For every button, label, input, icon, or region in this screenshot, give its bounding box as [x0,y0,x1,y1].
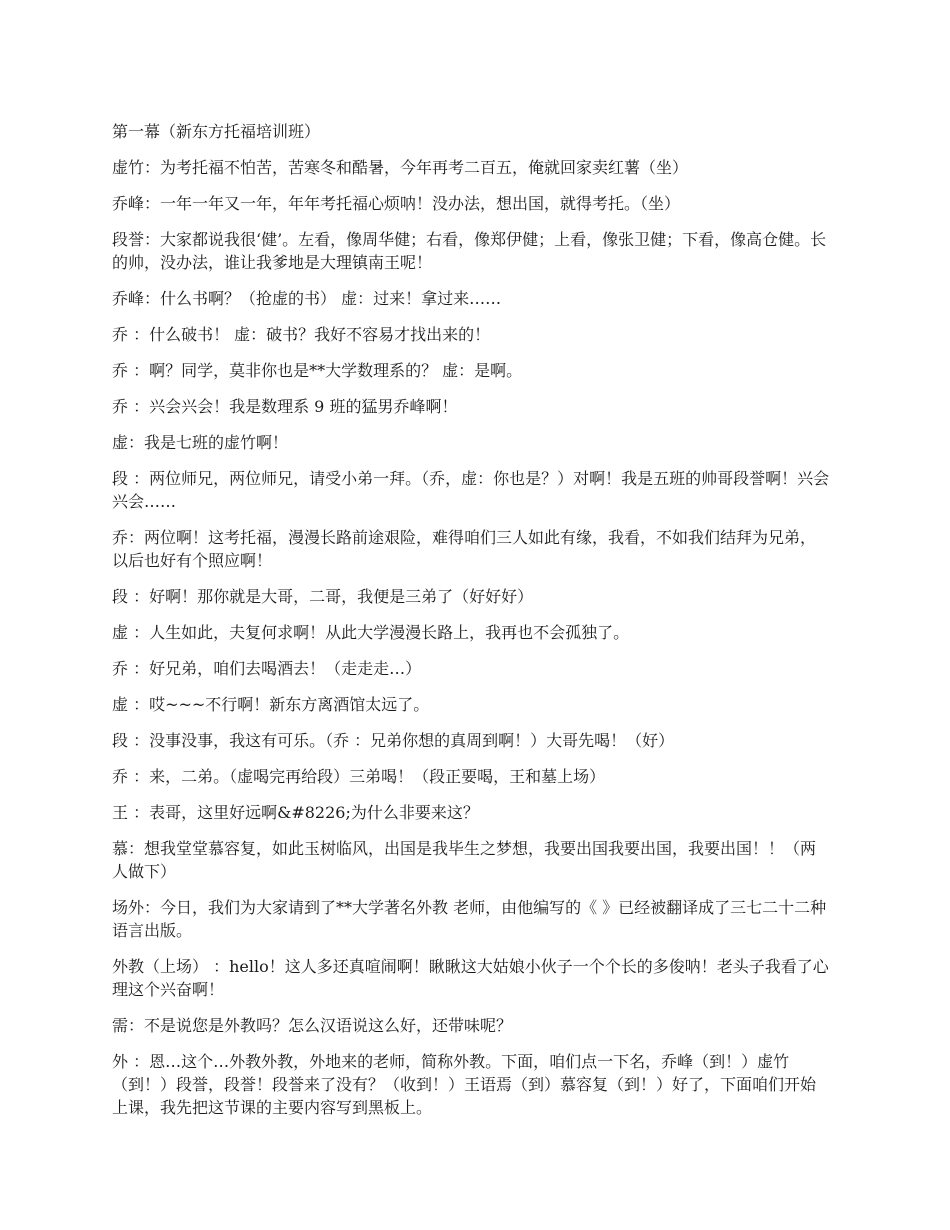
paragraph: 段 ：好啊！那你就是大哥，二哥，我便是三弟了（好好好） [112,587,534,606]
paragraph: 虚 ：哎~~~不行啊！新东方离酒馆太远了。 [112,695,430,714]
paragraph: 虚竹：为考托福不怕苦，苦寒冬和酷暑，今年再考二百五，俺就回家卖红薯（坐） [112,158,689,177]
paragraph: 王 ：表哥，这里好远啊&#8226;为什么非要来这？ [112,803,479,822]
paragraph: 乔 ：来，二弟。（虚喝完再给段）三弟喝！（段正要喝，王和墓上场） [112,767,606,786]
paragraph: 乔峰：一年一年又一年，年年考托福心烦呐！没办法，想出国，就得考托。（坐） [112,194,681,213]
paragraph: 段 ：没事没事，我这有可乐。（乔 ：兄弟你想的真周到啊！）大哥先喝！（好） [112,731,675,750]
paragraph: 虚：我是七班的虚竹啊！ [112,433,289,452]
paragraph: 段誉：大家都说我很‘健’。左看，像周华健；右看，像郑伊健；上看，像张卫健；下看，像高仓健。长的帅，没办法，谁让我爹地是大理镇南王呢！ [112,230,827,272]
paragraph: 乔峰：什么书啊？（抢虚的书） 虚：过来！拿过来…… [112,289,502,308]
paragraph: 段 ：两位师兄，两位师兄，请受小弟一拜。（乔，虚：你也是？）对啊！我是五班的帅哥段誉啊！兴会兴会…… [112,469,830,511]
paragraph: 慕：想我堂堂慕容复，如此玉树临风，出国是我毕生之梦想，我要出国我要出国，我要出国！！（两人做下） [112,839,817,881]
paragraph: 虚 ：人生如此，夫复何求啊！从此大学漫漫长路上，我再也不会孤独了。 [112,623,630,642]
paragraph: 乔 ：啊？同学，莫非你也是**大学数理系的？ 虚：是啊。 [112,361,523,380]
document-page [112,120,830,1132]
paragraph: 乔：两位啊！这考托福，漫漫长路前途艰险，难得咱们三人如此有缘，我看，不如我们结拜为兄弟，以后也好有个照应啊！ [112,528,817,570]
paragraph: 外教（上场） ：hello！这人多还真喧闹啊！瞅瞅这大姑娘小伙子一个个长的多俊呐！老头子我看了心理这个兴奋啊！ [112,957,829,999]
paragraph: 乔 ：兴会兴会！我是数理系 9 班的猛男乔峰啊！ [112,397,458,416]
paragraph: 场外：今日，我们为大家请到了**大学著名外教 老师，由他编写的《 》已经被翻译成了三七二十二种语言出版。 [112,898,827,940]
paragraph: 外 ：恩…这个…外教外教，外地来的老师，简称外教。下面，咱们点一下名，乔峰（到！）虚竹（到！）段誉，段誉！段誉来了没有？（收到！）王语焉（到）慕容复（到！）好了，下面咱们开始上课，我先把这节课的主要内容写到黑板上。 [112,1052,817,1117]
paragraph: 乔 ：什么破书！ 虚：破书？我好不容易才找出来的！ [112,325,491,344]
paragraph-scene-title: 第一幕（新东方托福培训班） [112,122,321,141]
paragraph: 乔 ：好兄弟，咱们去喝酒去！（走走走…） [112,659,422,678]
paragraph: 需：不是说您是外教吗？怎么汉语说这么好，还带味呢？ [112,1016,513,1035]
